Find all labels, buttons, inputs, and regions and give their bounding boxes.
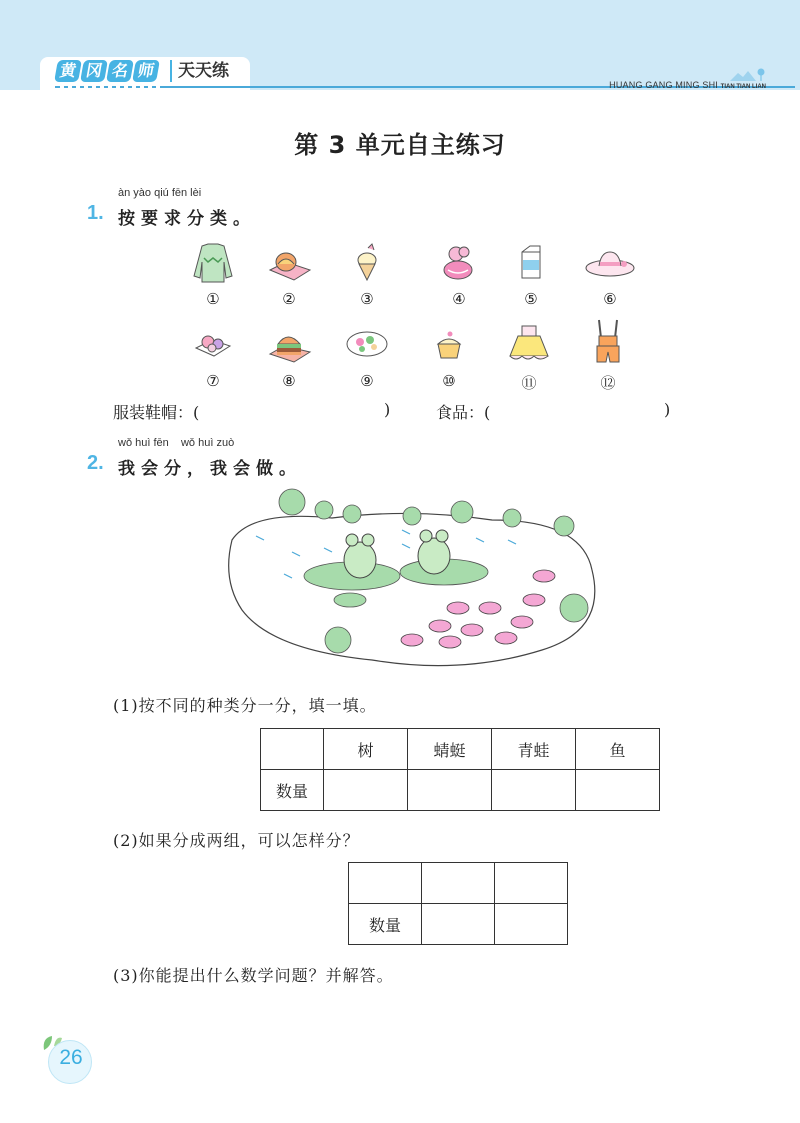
sun-hat-icon	[583, 240, 637, 284]
item-4[interactable]	[429, 240, 489, 308]
page-title: 第 3 单元自主练习	[294, 131, 506, 159]
table-answer-cell[interactable]	[495, 904, 568, 945]
item-6[interactable]	[580, 240, 640, 308]
item-9[interactable]	[337, 322, 397, 390]
q1-number: 1.	[87, 202, 104, 224]
clothes-label: 服装鞋帽：(	[113, 403, 200, 422]
header-subtitle-small: TIAN TIAN LIAN	[720, 84, 766, 90]
q2-pinyin: wǒ huì fēn wǒ huì zuò	[118, 437, 235, 449]
item-number: ⑦	[206, 372, 220, 390]
header-subtitle-main: HUANG GANG MING SHI	[609, 80, 718, 90]
item-number: ⑩	[442, 372, 456, 390]
item-7[interactable]	[183, 322, 243, 390]
table-answer-cell[interactable]	[422, 863, 495, 904]
table-header-dragonfly: 蜻蜓	[408, 729, 492, 770]
table-answer-cell[interactable]	[422, 904, 495, 945]
item-12[interactable]	[578, 316, 638, 393]
brand-char: 名	[106, 60, 134, 82]
hamburger-icon	[264, 322, 314, 366]
q2-sub2-text: (2)如果分成两组，可以怎样分？	[113, 831, 360, 850]
item-number: ①	[206, 290, 220, 308]
table-row-label: 数量	[261, 770, 324, 811]
item-number: ⑤	[524, 290, 538, 308]
clothes-close-paren: )	[384, 400, 391, 419]
skirt-icon	[504, 322, 554, 366]
item-11[interactable]	[499, 322, 559, 393]
count-table-2	[348, 862, 568, 945]
header-dots	[60, 85, 160, 88]
table-answer-cell[interactable]	[349, 863, 422, 904]
brand-suffix: 天天练	[170, 60, 229, 82]
q2-number: 2.	[87, 452, 104, 474]
hat-icon	[434, 240, 484, 284]
table-row-label: 数量	[349, 904, 422, 945]
q2-text: 我会分，我会做。	[118, 459, 302, 479]
item-number: ⑥	[603, 290, 617, 308]
item-number: ③	[360, 290, 374, 308]
milk-carton-icon	[506, 240, 556, 284]
table-answer-cell[interactable]	[492, 770, 576, 811]
cupcake-icon	[424, 322, 474, 366]
brand-logo	[56, 60, 160, 82]
item-3[interactable]	[337, 240, 397, 308]
table-answer-cell[interactable]	[576, 770, 660, 811]
table-header-fish: 鱼	[576, 729, 660, 770]
table-header-empty	[261, 729, 324, 770]
item-10[interactable]	[419, 322, 479, 390]
ice-cream-icon	[342, 240, 392, 284]
q1-text: 按要求分类。	[118, 209, 256, 229]
table-answer-cell[interactable]	[408, 770, 492, 811]
q2-sub3-text: (3)你能提出什么数学问题？并解答。	[113, 966, 394, 985]
item-number: ⑫	[600, 374, 616, 392]
overalls-icon	[583, 316, 633, 366]
food-answer-field[interactable]	[496, 400, 661, 420]
candy-icon	[188, 322, 238, 366]
table-answer-cell[interactable]	[324, 770, 408, 811]
item-5[interactable]	[501, 240, 561, 308]
item-number: ④	[452, 290, 466, 308]
item-2[interactable]	[259, 240, 319, 308]
brand-char: 师	[132, 60, 160, 82]
item-number: ⑪	[521, 374, 537, 392]
salad-icon	[340, 322, 394, 366]
item-number: ②	[282, 290, 296, 308]
table-answer-cell[interactable]	[495, 863, 568, 904]
item-number: ⑨	[360, 372, 374, 390]
bread-icon	[264, 240, 314, 284]
header-subtitle	[609, 80, 766, 90]
clothes-answer-field[interactable]	[213, 400, 383, 420]
sweater-icon	[188, 240, 238, 284]
item-number: ⑧	[282, 372, 296, 390]
table-header-tree: 树	[324, 729, 408, 770]
q2-sub1-text: (1)按不同的种类分一分，填一填。	[113, 696, 377, 715]
brand-char: 黄	[54, 60, 82, 82]
food-close-paren: )	[664, 400, 671, 419]
pond-scene-icon	[212, 480, 612, 680]
page-number: 26	[59, 1046, 83, 1069]
item-8[interactable]	[259, 322, 319, 390]
q1-pinyin: àn yào qiú fēn lèi	[118, 187, 202, 199]
item-1[interactable]	[183, 240, 243, 308]
brand-char: 冈	[80, 60, 108, 82]
food-label: 食品：(	[436, 403, 491, 422]
count-table-1	[260, 728, 660, 811]
table-header-frog: 青蛙	[492, 729, 576, 770]
